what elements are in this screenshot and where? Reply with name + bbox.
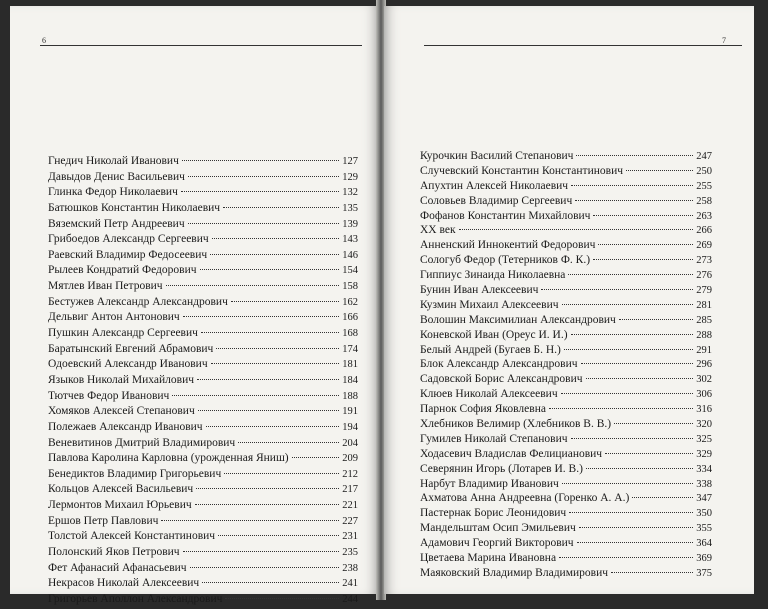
toc-entry-name: Хомяков Алексей Степанович bbox=[48, 405, 195, 418]
dot-leader bbox=[201, 332, 339, 333]
toc-entry-name: Блок Александр Александрович bbox=[420, 358, 578, 371]
toc-entry bbox=[420, 448, 712, 463]
dot-leader bbox=[224, 473, 339, 474]
toc-entry-name: Сологуб Федор (Тетерников Ф. К.) bbox=[420, 254, 591, 267]
toc-entry-name: Гиппиус Зинаида Николаевна bbox=[420, 269, 566, 282]
toc-entry-name: Кольцов Алексей Васильевич bbox=[48, 483, 194, 496]
toc-entry bbox=[48, 249, 358, 265]
dot-leader bbox=[576, 155, 693, 156]
dot-leader bbox=[568, 274, 693, 275]
toc-entry bbox=[48, 186, 358, 202]
toc-entry bbox=[48, 437, 358, 453]
dot-leader bbox=[562, 483, 693, 484]
toc-entry bbox=[420, 329, 712, 344]
toc-entry bbox=[420, 463, 712, 478]
toc-entry bbox=[420, 537, 712, 552]
dot-leader bbox=[225, 598, 339, 599]
toc-entry bbox=[420, 388, 712, 403]
page-number: 6 bbox=[42, 36, 46, 45]
toc-entry bbox=[48, 483, 358, 499]
toc-entry-name: Веневитинов Дмитрий Владимирович bbox=[48, 436, 236, 449]
toc-entry-page: 258 bbox=[696, 195, 712, 207]
toc-entry-page: 338 bbox=[696, 478, 712, 490]
dot-leader bbox=[593, 259, 693, 260]
header-rule bbox=[40, 45, 362, 46]
toc-entry bbox=[48, 405, 358, 421]
toc-entry bbox=[48, 343, 358, 359]
toc-entry-name: Ершов Петр Павлович bbox=[48, 514, 159, 527]
toc-entry-name: Гумилев Николай Степанович bbox=[420, 432, 568, 445]
toc-entry bbox=[48, 155, 358, 171]
toc-entry-name: Григорьев Аполлон Александрович bbox=[48, 592, 223, 605]
toc-entry bbox=[48, 171, 358, 187]
toc-entry-name: Батюшков Константин Николаевич bbox=[48, 201, 221, 214]
toc-entry-page: 194 bbox=[342, 421, 358, 433]
header-rule bbox=[424, 45, 742, 46]
toc-entry-page: 266 bbox=[696, 225, 712, 237]
toc-entry-page: 209 bbox=[342, 453, 358, 465]
dot-leader bbox=[569, 512, 693, 513]
toc-entry-name: XX век bbox=[420, 224, 456, 237]
dot-leader bbox=[611, 572, 693, 573]
toc-entry bbox=[48, 390, 358, 406]
toc-entry-page: 296 bbox=[696, 359, 712, 371]
toc-entry-page: 181 bbox=[342, 359, 358, 371]
dot-leader bbox=[598, 244, 693, 245]
toc-entry-page: 158 bbox=[342, 281, 358, 293]
toc-entry bbox=[48, 264, 358, 280]
toc-entry-name: Одоевский Александр Иванович bbox=[48, 358, 208, 371]
toc-entry-name: Толстой Алексей Константинович bbox=[48, 530, 216, 543]
toc-entry-name: Павлова Каролина Карловна (урожденная Яниш) bbox=[48, 452, 289, 465]
toc-entry bbox=[420, 224, 712, 239]
dot-leader bbox=[200, 269, 340, 270]
toc-entry-page: 221 bbox=[342, 500, 358, 512]
toc-entry-page: 350 bbox=[696, 508, 712, 520]
toc-entry-name: Рылеев Кондратий Федорович bbox=[48, 264, 197, 277]
toc-entry-page: 279 bbox=[696, 285, 712, 297]
dot-leader bbox=[571, 438, 694, 439]
toc-entry-page: 191 bbox=[342, 406, 358, 418]
dot-leader bbox=[188, 176, 339, 177]
toc-entry bbox=[420, 269, 712, 284]
dot-leader bbox=[218, 535, 339, 536]
dot-leader bbox=[211, 363, 340, 364]
dot-leader bbox=[172, 395, 339, 396]
toc-entry bbox=[420, 284, 712, 299]
toc-entry-page: 355 bbox=[696, 523, 712, 535]
toc-entry bbox=[48, 515, 358, 531]
toc-entry bbox=[48, 530, 358, 546]
dot-leader bbox=[223, 207, 339, 208]
toc-entry bbox=[420, 165, 712, 180]
toc-entry-page: 316 bbox=[696, 404, 712, 416]
dot-leader bbox=[541, 289, 693, 290]
dot-leader bbox=[459, 229, 694, 230]
toc-entry bbox=[420, 552, 712, 567]
toc-entry-name: Бенедиктов Владимир Григорьевич bbox=[48, 467, 222, 480]
toc-entry bbox=[48, 202, 358, 218]
toc-entry-name: Волошин Максимилиан Александрович bbox=[420, 313, 616, 326]
toc-entry bbox=[420, 418, 712, 433]
dot-leader bbox=[231, 301, 339, 302]
toc-entry-page: 238 bbox=[342, 562, 358, 574]
toc-entry-name: Некрасов Николай Алексеевич bbox=[48, 577, 200, 590]
dot-leader bbox=[577, 542, 694, 543]
toc-entry-page: 204 bbox=[342, 437, 358, 449]
toc-entry bbox=[420, 433, 712, 448]
toc-entry bbox=[48, 499, 358, 515]
dot-leader bbox=[562, 304, 694, 305]
dot-leader bbox=[196, 488, 339, 489]
toc-entry-page: 375 bbox=[696, 567, 712, 579]
dot-leader bbox=[198, 410, 340, 411]
toc-entry-name: Пастернак Борис Леонидович bbox=[420, 507, 567, 520]
dot-leader bbox=[212, 238, 340, 239]
toc-entry bbox=[48, 296, 358, 312]
dot-leader bbox=[575, 200, 693, 201]
dot-leader bbox=[292, 457, 340, 458]
toc-entry-page: 188 bbox=[342, 390, 358, 402]
toc-entry-page: 212 bbox=[342, 468, 358, 480]
toc-entry bbox=[420, 180, 712, 195]
toc-entry bbox=[48, 374, 358, 390]
toc-entry bbox=[420, 239, 712, 254]
toc-entry bbox=[420, 478, 712, 493]
toc-entry bbox=[48, 280, 358, 296]
toc-entry-page: 347 bbox=[696, 493, 712, 505]
toc-entry-page: 241 bbox=[342, 578, 358, 590]
toc-entry-name: Фофанов Константин Михайлович bbox=[420, 209, 591, 222]
toc-entry-name: Клюев Николай Алексеевич bbox=[420, 388, 558, 401]
toc-entry-name: Лермонтов Михаил Юрьевич bbox=[48, 499, 192, 512]
toc-entry bbox=[420, 373, 712, 388]
toc-entry-name: Маяковский Владимир Владимирович bbox=[420, 566, 609, 579]
toc-entry bbox=[420, 314, 712, 329]
toc-entry-page: 306 bbox=[696, 389, 712, 401]
dot-leader bbox=[195, 504, 340, 505]
toc-entry bbox=[48, 577, 358, 593]
toc-entry-name: Давыдов Денис Васильевич bbox=[48, 170, 185, 183]
toc-entry-page: 129 bbox=[342, 171, 358, 183]
toc-entry-page: 325 bbox=[696, 433, 712, 445]
toc-entry-name: Курочкин Василий Степанович bbox=[420, 150, 574, 162]
toc-entry bbox=[420, 195, 712, 210]
toc-entry bbox=[420, 507, 712, 522]
toc-entry-page: 288 bbox=[696, 329, 712, 341]
toc-entry-name: Нарбут Владимир Иванович bbox=[420, 477, 559, 490]
dot-leader bbox=[571, 334, 694, 335]
toc-entry-name: Бунин Иван Алексеевич bbox=[420, 284, 539, 297]
toc-entry-name: Ходасевич Владислав Фелицианович bbox=[420, 447, 603, 460]
toc-entry-name: Пушкин Александр Сергеевич bbox=[48, 327, 198, 340]
dot-leader bbox=[581, 363, 694, 364]
dot-leader bbox=[166, 285, 340, 286]
toc-entry-page: 250 bbox=[696, 165, 712, 177]
toc-entry-name: Баратынский Евгений Абрамович bbox=[48, 342, 214, 355]
toc-entry-name: Ахматова Анна Андреевна (Горенко А. А.) bbox=[420, 492, 630, 505]
toc-entry bbox=[420, 522, 712, 537]
right-page bbox=[384, 6, 754, 594]
toc-entry-name: Коневской Иван (Ореус И. И.) bbox=[420, 328, 568, 341]
toc-entry bbox=[420, 344, 712, 359]
toc-entry-page: 285 bbox=[696, 314, 712, 326]
toc-entry bbox=[48, 452, 358, 468]
toc-entry-name: Тютчев Федор Иванович bbox=[48, 389, 170, 402]
toc-entry-name: Белый Андрей (Бугаев Б. Н.) bbox=[420, 343, 561, 356]
toc-entry-page: 166 bbox=[342, 312, 358, 324]
toc-entry-page: 291 bbox=[696, 344, 712, 356]
toc-entry-page: 281 bbox=[696, 299, 712, 311]
toc-entry bbox=[48, 358, 358, 374]
toc-entry-page: 276 bbox=[696, 270, 712, 282]
dot-leader bbox=[605, 453, 693, 454]
dot-leader bbox=[561, 393, 694, 394]
toc-entry-page: 334 bbox=[696, 463, 712, 475]
toc-entry-name: Гнедич Николай Иванович bbox=[48, 155, 179, 167]
toc-entry-page: 154 bbox=[342, 265, 358, 277]
toc-entry-name: Грибоедов Александр Сергеевич bbox=[48, 233, 209, 246]
toc-entry-page: 273 bbox=[696, 255, 712, 267]
toc-entry-name: Адамович Георгий Викторович bbox=[420, 537, 574, 550]
toc-entry-page: 162 bbox=[342, 296, 358, 308]
dot-leader bbox=[579, 527, 693, 528]
dot-leader bbox=[619, 319, 693, 320]
toc-entry-name: Раевский Владимир Федосеевич bbox=[48, 248, 208, 261]
toc-entry-name: Мятлев Иван Петрович bbox=[48, 280, 163, 293]
toc-entry-name: Бестужев Александр Александрович bbox=[48, 295, 228, 308]
toc-entry-page: 231 bbox=[342, 531, 358, 543]
toc-entry bbox=[48, 593, 358, 609]
dot-leader bbox=[614, 423, 693, 424]
toc-list bbox=[420, 150, 712, 582]
toc-entry-page: 235 bbox=[342, 547, 358, 559]
toc-entry-page: 174 bbox=[342, 343, 358, 355]
toc-entry-page: 255 bbox=[696, 180, 712, 192]
toc-entry-name: Фет Афанасий Афанасьевич bbox=[48, 561, 187, 574]
dot-leader bbox=[571, 185, 693, 186]
toc-entry-page: 320 bbox=[696, 419, 712, 431]
dot-leader bbox=[181, 191, 339, 192]
dot-leader bbox=[202, 582, 339, 583]
dot-leader bbox=[182, 160, 339, 161]
toc-entry-name: Дельвиг Антон Антонович bbox=[48, 311, 180, 324]
dot-leader bbox=[559, 557, 693, 558]
toc-entry-page: 263 bbox=[696, 210, 712, 222]
toc-entry-page: 217 bbox=[342, 484, 358, 496]
dot-leader bbox=[564, 349, 693, 350]
toc-entry bbox=[420, 210, 712, 225]
toc-entry bbox=[420, 299, 712, 314]
toc-entry-name: Глинка Федор Николаевич bbox=[48, 186, 178, 199]
toc-entry-page: 132 bbox=[342, 187, 358, 199]
toc-entry-page: 302 bbox=[696, 374, 712, 386]
toc-entry-name: Языков Николай Михайлович bbox=[48, 373, 195, 386]
dot-leader bbox=[190, 567, 340, 568]
left-page bbox=[10, 6, 378, 605]
toc-entry-name: Полонский Яков Петрович bbox=[48, 546, 180, 559]
toc-entry bbox=[420, 150, 712, 165]
toc-entry-name: Кузмин Михаил Алексеевич bbox=[420, 298, 559, 311]
dot-leader bbox=[197, 379, 339, 380]
toc-entry bbox=[420, 254, 712, 269]
toc-entry bbox=[48, 233, 358, 249]
dot-leader bbox=[593, 215, 693, 216]
dot-leader bbox=[632, 497, 693, 498]
toc-entry-page: 168 bbox=[342, 328, 358, 340]
dot-leader bbox=[188, 223, 340, 224]
toc-entry bbox=[48, 327, 358, 343]
toc-entry-name: Парнок София Яковлевна bbox=[420, 403, 546, 416]
toc-entry-page: 227 bbox=[342, 515, 358, 527]
dot-leader bbox=[216, 348, 339, 349]
dot-leader bbox=[549, 408, 693, 409]
toc-entry-page: 184 bbox=[342, 374, 358, 386]
toc-entry-page: 143 bbox=[342, 234, 358, 246]
page-number: 7 bbox=[722, 36, 726, 45]
dot-leader bbox=[238, 442, 339, 443]
toc-entry-name: Мандельштам Осип Эмильевич bbox=[420, 522, 576, 535]
dot-leader bbox=[586, 378, 694, 379]
toc-entry bbox=[420, 358, 712, 373]
dot-leader bbox=[586, 468, 693, 469]
dot-leader bbox=[210, 254, 339, 255]
toc-entry-name: Анненский Иннокентий Федорович bbox=[420, 239, 596, 252]
toc-entry-page: 139 bbox=[342, 218, 358, 230]
toc-entry bbox=[48, 421, 358, 437]
toc-entry-name: Хлебников Велимир (Хлебников В. В.) bbox=[420, 418, 612, 431]
toc-entry bbox=[48, 218, 358, 234]
toc-entry-name: Соловьев Владимир Сергеевич bbox=[420, 194, 573, 207]
toc-entry bbox=[48, 546, 358, 562]
toc-entry-page: 329 bbox=[696, 448, 712, 460]
dot-leader bbox=[183, 316, 340, 317]
toc-entry-page: 364 bbox=[696, 538, 712, 550]
toc-entry-page: 135 bbox=[342, 202, 358, 214]
toc-entry-name: Вяземский Петр Андреевич bbox=[48, 217, 185, 230]
toc-entry-name: Садовской Борис Александрович bbox=[420, 373, 583, 386]
toc-entry-name: Случевский Константин Константинович bbox=[420, 164, 624, 177]
toc-entry-page: 127 bbox=[342, 156, 358, 167]
dot-leader bbox=[626, 170, 693, 171]
toc-entry-name: Цветаева Марина Ивановна bbox=[420, 552, 557, 565]
toc-entry-name: Апухтин Алексей Николаевич bbox=[420, 179, 569, 192]
toc-entry bbox=[420, 403, 712, 418]
toc-entry-page: 369 bbox=[696, 553, 712, 565]
toc-entry-page: 146 bbox=[342, 249, 358, 261]
toc-entry bbox=[420, 567, 712, 582]
toc-entry bbox=[48, 468, 358, 484]
toc-entry-page: 244 bbox=[342, 593, 358, 605]
toc-entry-name: Полежаев Александр Иванович bbox=[48, 420, 203, 433]
toc-entry bbox=[420, 492, 712, 507]
toc-entry-name: Северянин Игорь (Лотарев И. В.) bbox=[420, 462, 583, 475]
toc-entry bbox=[48, 562, 358, 578]
toc-entry-page: 247 bbox=[696, 151, 712, 162]
dot-leader bbox=[161, 520, 339, 521]
toc-entry-page: 269 bbox=[696, 240, 712, 252]
toc-list bbox=[48, 155, 358, 609]
dot-leader bbox=[183, 551, 340, 552]
dot-leader bbox=[206, 426, 340, 427]
toc-entry bbox=[48, 311, 358, 327]
